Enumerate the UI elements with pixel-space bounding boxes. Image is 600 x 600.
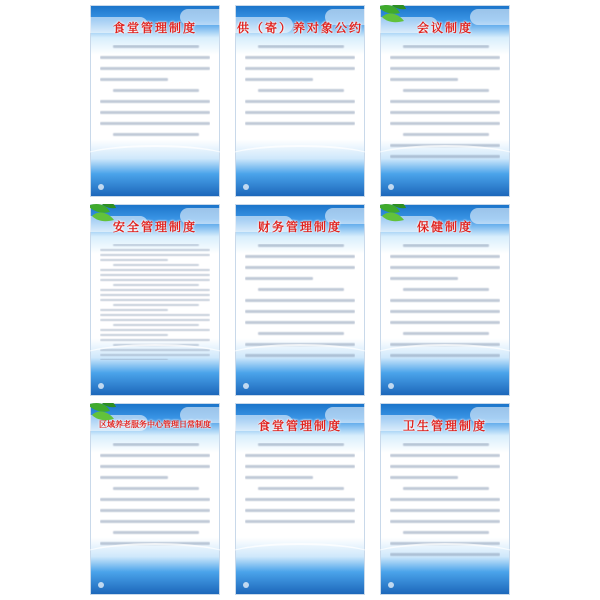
text-line-placeholder bbox=[100, 309, 168, 311]
text-line-placeholder bbox=[100, 509, 210, 512]
text-line-placeholder bbox=[100, 111, 210, 114]
text-line-placeholder bbox=[403, 487, 489, 490]
green-leaf-icon bbox=[90, 403, 120, 427]
panel-9 bbox=[380, 403, 510, 595]
text-line-placeholder bbox=[100, 67, 210, 70]
logo-icon bbox=[98, 184, 104, 190]
panel-body bbox=[245, 244, 355, 360]
text-line-placeholder bbox=[245, 520, 355, 523]
panel-1 bbox=[90, 5, 220, 197]
panel-title: 区域养老服务中心管理日常制度 bbox=[99, 420, 211, 429]
text-line-placeholder bbox=[390, 509, 500, 512]
text-line-placeholder bbox=[390, 266, 500, 269]
wave-decoration bbox=[235, 543, 365, 569]
logo-icon bbox=[388, 582, 394, 588]
text-line-placeholder bbox=[100, 249, 210, 251]
panel-8 bbox=[235, 403, 365, 595]
text-line-placeholder bbox=[390, 111, 500, 114]
logo-icon bbox=[98, 582, 104, 588]
text-line-placeholder bbox=[100, 294, 210, 296]
text-line-placeholder bbox=[113, 531, 199, 534]
text-line-placeholder bbox=[113, 264, 199, 266]
poster-grid bbox=[90, 5, 510, 595]
panel-title: 卫生管理制度 bbox=[402, 419, 487, 433]
text-line-placeholder bbox=[113, 487, 199, 490]
text-line-placeholder bbox=[100, 498, 210, 501]
wave-decoration bbox=[380, 145, 510, 171]
green-leaf-icon bbox=[380, 5, 410, 29]
text-line-placeholder bbox=[113, 133, 199, 136]
text-line-placeholder bbox=[100, 454, 210, 457]
text-line-placeholder bbox=[403, 89, 489, 92]
text-line-placeholder bbox=[258, 89, 344, 92]
text-line-placeholder bbox=[113, 443, 199, 446]
text-line-placeholder bbox=[245, 454, 355, 457]
text-line-placeholder bbox=[390, 498, 500, 501]
text-line-placeholder bbox=[390, 255, 500, 258]
text-line-placeholder bbox=[245, 255, 355, 258]
text-line-placeholder bbox=[245, 111, 355, 114]
panel-4 bbox=[90, 204, 220, 396]
text-line-placeholder bbox=[245, 509, 355, 512]
text-line-placeholder bbox=[113, 89, 199, 92]
text-line-placeholder bbox=[258, 244, 344, 247]
text-line-placeholder bbox=[258, 288, 344, 291]
green-leaf-icon bbox=[380, 204, 410, 228]
wave-decoration bbox=[90, 344, 220, 370]
text-line-placeholder bbox=[403, 45, 489, 48]
logo-icon bbox=[98, 383, 104, 389]
text-line-placeholder bbox=[113, 304, 199, 306]
text-line-placeholder bbox=[403, 133, 489, 136]
panel-title: 食堂管理制度 bbox=[112, 21, 197, 35]
text-line-placeholder bbox=[100, 56, 210, 59]
text-line-placeholder bbox=[100, 289, 210, 291]
text-line-placeholder bbox=[258, 332, 344, 335]
text-line-placeholder bbox=[403, 332, 489, 335]
text-line-placeholder bbox=[390, 100, 500, 103]
text-line-placeholder bbox=[245, 56, 355, 59]
text-line-placeholder bbox=[390, 310, 500, 313]
text-line-placeholder bbox=[113, 284, 199, 286]
text-line-placeholder bbox=[100, 100, 210, 103]
panel-body bbox=[100, 45, 210, 161]
text-line-placeholder bbox=[100, 329, 210, 331]
panel-title: 会议制度 bbox=[416, 21, 473, 35]
text-line-placeholder bbox=[390, 465, 500, 468]
text-line-placeholder bbox=[100, 476, 168, 479]
text-line-placeholder bbox=[390, 56, 500, 59]
text-line-placeholder bbox=[245, 299, 355, 302]
panel-body bbox=[100, 443, 210, 559]
wave-decoration bbox=[235, 145, 365, 171]
logo-icon bbox=[388, 383, 394, 389]
text-line-placeholder bbox=[245, 78, 313, 81]
logo-icon bbox=[243, 582, 249, 588]
panel-title: 保健制度 bbox=[416, 220, 473, 234]
panel-body bbox=[390, 45, 500, 161]
text-line-placeholder bbox=[390, 321, 500, 324]
text-line-placeholder bbox=[403, 288, 489, 291]
text-line-placeholder bbox=[245, 67, 355, 70]
text-line-placeholder bbox=[245, 498, 355, 501]
wave-decoration bbox=[90, 543, 220, 569]
text-line-placeholder bbox=[245, 321, 355, 324]
text-line-placeholder bbox=[100, 78, 168, 81]
text-line-placeholder bbox=[100, 520, 210, 523]
text-line-placeholder bbox=[258, 487, 344, 490]
text-line-placeholder bbox=[100, 279, 210, 281]
green-leaf-icon bbox=[90, 204, 120, 228]
wave-decoration bbox=[235, 344, 365, 370]
text-line-placeholder bbox=[245, 277, 313, 280]
text-line-placeholder bbox=[113, 45, 199, 48]
panel-5 bbox=[235, 204, 365, 396]
text-line-placeholder bbox=[245, 310, 355, 313]
panel-title: 财务管理制度 bbox=[257, 220, 342, 234]
panel-title: 供（寄）养对象公约 bbox=[236, 21, 363, 35]
panel-body bbox=[390, 443, 500, 559]
text-line-placeholder bbox=[245, 465, 355, 468]
logo-icon bbox=[243, 383, 249, 389]
logo-icon bbox=[243, 184, 249, 190]
wave-decoration bbox=[380, 543, 510, 569]
text-line-placeholder bbox=[100, 122, 210, 125]
wave-decoration bbox=[380, 344, 510, 370]
text-line-placeholder bbox=[113, 244, 199, 246]
text-line-placeholder bbox=[113, 324, 199, 326]
text-line-placeholder bbox=[258, 443, 344, 446]
text-line-placeholder bbox=[100, 334, 168, 336]
text-line-placeholder bbox=[100, 274, 210, 276]
text-line-placeholder bbox=[390, 520, 500, 523]
text-line-placeholder bbox=[403, 244, 489, 247]
text-line-placeholder bbox=[245, 476, 313, 479]
text-line-placeholder bbox=[403, 531, 489, 534]
text-line-placeholder bbox=[100, 254, 210, 256]
panel-title: 食堂管理制度 bbox=[257, 419, 342, 433]
panel-3 bbox=[380, 5, 510, 197]
panel-title: 安全管理制度 bbox=[112, 220, 197, 234]
text-line-placeholder bbox=[390, 277, 458, 280]
panel-body bbox=[245, 45, 355, 161]
text-line-placeholder bbox=[100, 319, 210, 321]
text-line-placeholder bbox=[390, 78, 458, 81]
text-line-placeholder bbox=[245, 100, 355, 103]
logo-icon bbox=[388, 184, 394, 190]
text-line-placeholder bbox=[100, 259, 168, 261]
text-line-placeholder bbox=[100, 465, 210, 468]
text-line-placeholder bbox=[100, 269, 210, 271]
text-line-placeholder bbox=[403, 443, 489, 446]
text-line-placeholder bbox=[245, 266, 355, 269]
panel-body bbox=[390, 244, 500, 360]
text-line-placeholder bbox=[258, 45, 344, 48]
wave-decoration bbox=[90, 145, 220, 171]
text-line-placeholder bbox=[390, 299, 500, 302]
panel-body bbox=[245, 443, 355, 559]
text-line-placeholder bbox=[100, 314, 210, 316]
panel-6 bbox=[380, 204, 510, 396]
text-line-placeholder bbox=[245, 122, 355, 125]
text-line-placeholder bbox=[390, 476, 458, 479]
text-line-placeholder bbox=[390, 122, 500, 125]
text-line-placeholder bbox=[390, 454, 500, 457]
text-line-placeholder bbox=[100, 299, 210, 301]
text-line-placeholder bbox=[390, 67, 500, 70]
text-line-placeholder bbox=[100, 339, 210, 341]
panel-body bbox=[100, 244, 210, 360]
panel-7 bbox=[90, 403, 220, 595]
panel-2 bbox=[235, 5, 365, 197]
